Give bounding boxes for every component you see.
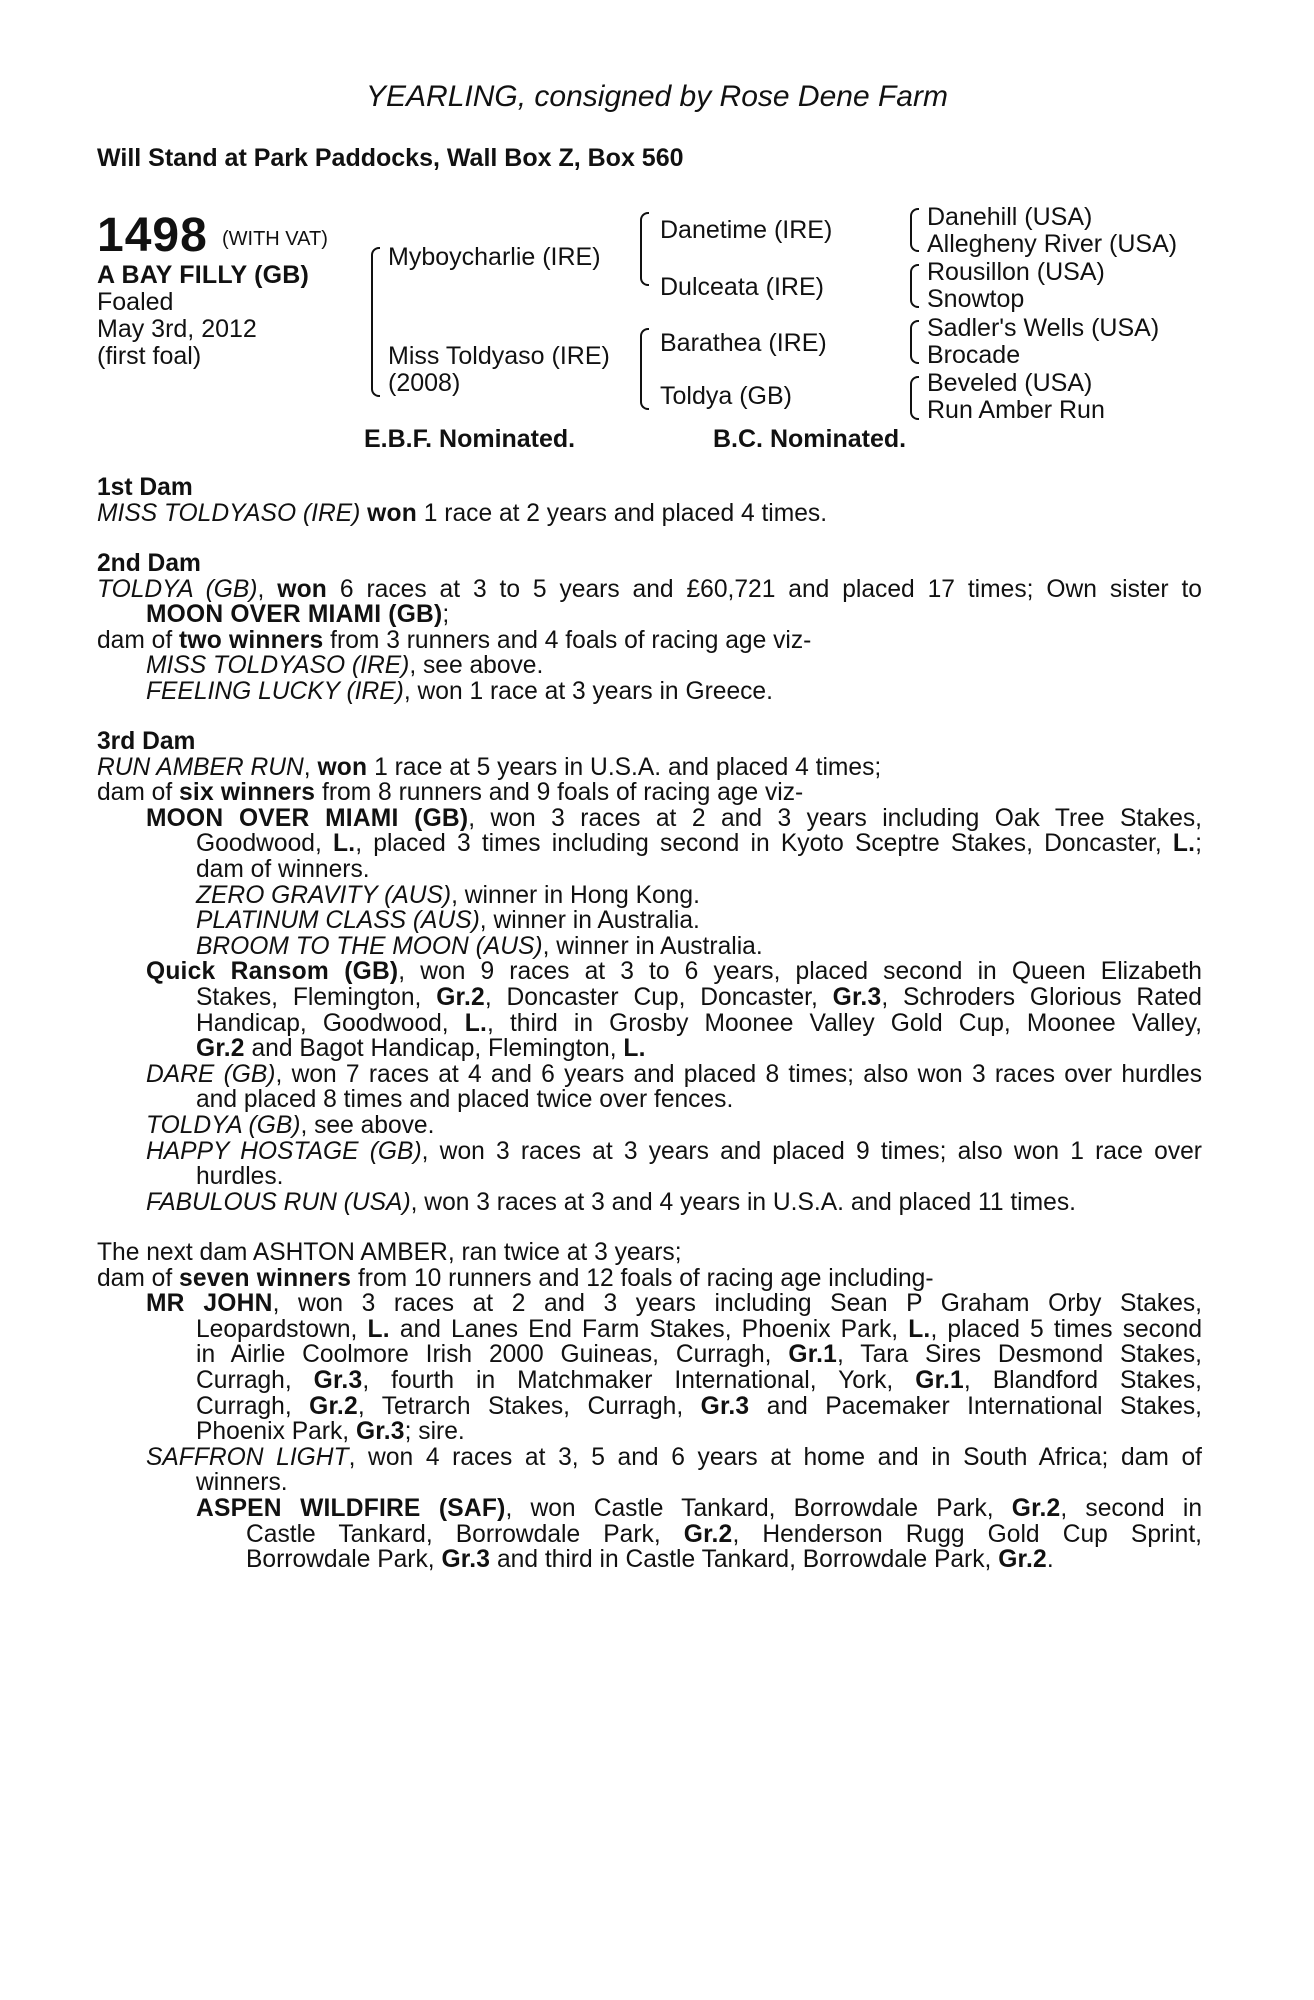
- produce-quick-ransom: [97, 959, 1202, 985]
- second-dam-heading: 2nd Dam: [97, 550, 201, 577]
- grade: Gr.1: [915, 1366, 964, 1394]
- produce-line: hurdles.: [196, 1163, 284, 1191]
- first-dam-section: [97, 475, 1202, 526]
- text: ; sire.: [404, 1418, 465, 1446]
- winners-count: six winners: [179, 779, 316, 807]
- text: and Lanes End Farm Stakes, Phoenix Park,: [389, 1315, 909, 1343]
- produce-name: TOLDYA (GB): [146, 1111, 301, 1139]
- produce-record: , winner in Australia.: [542, 932, 763, 960]
- produce-name: FABULOUS RUN (USA): [146, 1188, 411, 1216]
- won-label: won: [367, 499, 417, 527]
- text: Stakes, Flemington,: [196, 983, 437, 1011]
- produce-line: [97, 1419, 1202, 1445]
- produce-line: [97, 1317, 1202, 1343]
- produce-record: , won 3 races at 3 and 4 years in U.S.A. and placed 11 times.: [410, 1188, 1076, 1216]
- second-dam-line-1: [97, 577, 1202, 603]
- produce-name: DARE (GB): [146, 1060, 276, 1088]
- sep: ,: [303, 753, 318, 781]
- produce-record: , won 7 races at 4 and 6 years and placed 8 times; also won 3 races over hurdles: [275, 1060, 1203, 1088]
- third-dam-line-1: [97, 755, 1202, 781]
- produce-saffron-light: [97, 1445, 1202, 1471]
- page-title: YEARLING, consigned by Rose Dene Farm: [366, 80, 948, 113]
- text: , fourth in Matchmaker International, York,: [362, 1366, 916, 1394]
- brace-gen1: [371, 247, 380, 397]
- grade: L.: [908, 1315, 931, 1343]
- grade: Gr.3: [700, 1392, 750, 1420]
- grade: L.: [623, 1035, 646, 1063]
- produce-name: FEELING LUCKY (IRE): [146, 677, 404, 705]
- winners-count: two winners: [179, 626, 324, 654]
- brace-g3-4: [910, 376, 919, 420]
- produce-dare: [97, 1062, 1202, 1088]
- text: from 10 runners and 12 foals of racing age including-: [351, 1264, 934, 1292]
- brace-g3-1: [910, 208, 919, 252]
- text: ;: [1195, 830, 1203, 858]
- grade: L.: [333, 830, 356, 858]
- pedigree-dam: Miss Toldyaso (IRE): [388, 342, 610, 370]
- foaled-date: May 3rd, 2012: [97, 315, 257, 343]
- foal-note: (first foal): [97, 342, 202, 370]
- foaled-label: Foaled: [97, 288, 174, 316]
- winners-count: seven winners: [179, 1264, 352, 1292]
- grade: Gr.2: [436, 983, 485, 1011]
- text: Borrowdale Park,: [246, 1546, 442, 1574]
- grade: Gr.2: [1011, 1494, 1061, 1522]
- grade: Gr.2: [196, 1035, 245, 1063]
- produce-line: [97, 985, 1202, 1011]
- third-dam-section: [97, 729, 1202, 1215]
- produce-fabulous-run: [97, 1190, 1202, 1216]
- text: , Tara Sires Desmond Stakes,: [837, 1341, 1203, 1369]
- next-dam-line-2: [97, 1266, 1202, 1292]
- pedigree-sire: Myboycharlie (IRE): [388, 243, 601, 271]
- produce-record: , won 9 races at 3 to 6 years, placed second in Queen Elizabeth: [398, 958, 1202, 986]
- vat-note: (WITH VAT): [222, 228, 328, 250]
- produce-toldya: [97, 1113, 1202, 1139]
- won-label: won: [277, 575, 328, 603]
- grand-produce-aspen-wildfire: [97, 1496, 1202, 1522]
- text: dam of: [97, 626, 180, 654]
- first-dam-heading: 1st Dam: [97, 474, 193, 501]
- produce-line: [97, 831, 1202, 857]
- second-dam-produce-1: [97, 653, 1202, 679]
- text: Curragh,: [196, 1366, 314, 1394]
- produce-record: , won 3 races at 2 and 3 years including Sean P Graham Orby Stakes,: [272, 1290, 1202, 1318]
- produce-line: [97, 1394, 1202, 1420]
- pedigree-dam-year: (2008): [388, 369, 461, 397]
- third-dam-name: RUN AMBER RUN: [97, 753, 304, 781]
- brace-g3-3: [910, 320, 919, 364]
- brace-g3-2: [910, 264, 919, 308]
- grade: Gr.2: [683, 1520, 733, 1548]
- text: , Blandford Stakes,: [963, 1366, 1202, 1394]
- produce-line: [97, 1036, 1202, 1062]
- text: Phoenix Park,: [196, 1418, 356, 1446]
- produce-name: PLATINUM CLASS (AUS): [196, 907, 480, 935]
- sep: ,: [257, 575, 278, 603]
- grand-produce: [97, 934, 1202, 960]
- produce-line: [97, 1522, 1202, 1548]
- produce-line: [97, 1547, 1202, 1573]
- grand-produce: [97, 908, 1202, 934]
- grade: L.: [367, 1315, 390, 1343]
- pedigree-sire-sire: Danetime (IRE): [660, 216, 833, 244]
- produce-record: , winner in Australia.: [479, 907, 700, 935]
- second-dam-produce-2: [97, 679, 1202, 705]
- grade: Gr.2: [998, 1546, 1047, 1574]
- pedigree-sire-dam: Dulceata (IRE): [660, 273, 824, 301]
- text: and Bagot Handicap, Flemington,: [244, 1035, 624, 1063]
- text: , placed 3 times including second in Kyoto Sceptre Stakes, Doncaster,: [355, 830, 1173, 858]
- won-label: won: [317, 753, 368, 781]
- produce-record: , won 3 races at 2 and 3 years including Oak Tree Stakes,: [468, 804, 1203, 832]
- text: Goodwood,: [196, 830, 333, 858]
- text: dam of: [97, 1264, 180, 1292]
- lot-name: A BAY FILLY (GB): [97, 261, 310, 289]
- produce-name: MR JOHN: [146, 1290, 273, 1318]
- text: and third in Castle Tankard, Borrowdale Park,: [490, 1546, 999, 1574]
- text: , Schroders Glorious Rated: [881, 983, 1202, 1011]
- produce-record: , winner in Hong Kong.: [451, 881, 700, 909]
- produce-record: , see above.: [300, 1111, 435, 1139]
- produce-name: MOON OVER MIAMI (GB): [146, 804, 469, 832]
- produce-name: SAFFRON LIGHT: [146, 1443, 349, 1471]
- produce-name: BROOM TO THE MOON (AUS): [196, 932, 543, 960]
- pedigree-g3-5: Sadler's Wells (USA): [927, 314, 1160, 342]
- pedigree-g3-1: Danehill (USA): [927, 203, 1093, 231]
- grade: Gr.1: [788, 1341, 838, 1369]
- pedigree-dam-sire: Barathea (IRE): [660, 329, 827, 357]
- produce-line: and placed 8 times and placed twice over fences.: [196, 1086, 734, 1114]
- second-dam-section: [97, 551, 1202, 705]
- grade: Gr.2: [309, 1392, 358, 1420]
- text: , Doncaster Cup, Doncaster,: [484, 983, 833, 1011]
- grade: Gr.3: [355, 1418, 405, 1446]
- first-dam-name: MISS TOLDYASO (IRE): [97, 499, 361, 527]
- pedigree-dam-dam: Toldya (GB): [660, 382, 792, 410]
- produce-line: winners.: [196, 1469, 288, 1497]
- own-sister-to: MOON OVER MIAMI (GB): [146, 601, 443, 629]
- ebf-nominated: E.B.F. Nominated.: [364, 425, 576, 453]
- text: , third in Grosby Moonee Valley Gold Cup, Moonee Valley,: [487, 1009, 1203, 1037]
- produce-line: [97, 1342, 1202, 1368]
- next-dam-section: [97, 1240, 1202, 1573]
- produce-moon-over-miami: [97, 806, 1202, 832]
- third-dam-line-2: [97, 780, 1202, 806]
- next-dam-line-1: The next dam ASHTON AMBER, ran twice at 3 years;: [97, 1239, 682, 1266]
- text: Curragh,: [196, 1392, 310, 1420]
- grade: Gr.3: [441, 1546, 491, 1574]
- produce-mr-john: [97, 1291, 1202, 1317]
- pedigree-g3-8: Run Amber Run: [927, 396, 1105, 424]
- stand-location: Will Stand at Park Paddocks, Wall Box Z, Box 560: [97, 144, 684, 172]
- text: Castle Tankard, Borrowdale Park,: [246, 1520, 684, 1548]
- text: Leopardstown,: [196, 1315, 368, 1343]
- text: , second in: [1060, 1494, 1202, 1522]
- third-dam-heading: 3rd Dam: [97, 728, 196, 755]
- grade: Gr.3: [313, 1366, 363, 1394]
- produce-happy-hostage: [97, 1139, 1202, 1165]
- produce-record: , see above.: [409, 652, 544, 680]
- pedigree-g3-3: Rousillon (USA): [927, 258, 1105, 286]
- text: in Airlie Coolmore Irish 2000 Guineas, Curragh,: [196, 1341, 789, 1369]
- produce-line: dam of winners.: [196, 855, 370, 883]
- grade: L.: [464, 1009, 488, 1037]
- lot-number: 1498: [97, 209, 208, 262]
- produce-record: , won 4 races at 3, 5 and 6 years at home and in South Africa; dam of: [348, 1443, 1202, 1471]
- text: , Tetrarch Stakes, Curragh,: [357, 1392, 701, 1420]
- text: , Henderson Rugg Gold Cup Sprint,: [732, 1520, 1202, 1548]
- text: , won Castle Tankard, Borrowdale Park,: [505, 1494, 1012, 1522]
- text: dam of: [97, 779, 180, 807]
- produce-name: ZERO GRAVITY (AUS): [196, 881, 452, 909]
- produce-line: [97, 1011, 1202, 1037]
- produce-name: MISS TOLDYASO (IRE): [146, 652, 410, 680]
- brace-sire: [640, 212, 649, 286]
- brace-dam: [640, 328, 649, 410]
- text: and Pacemaker International Stakes,: [749, 1392, 1203, 1420]
- second-dam-line-3: [97, 628, 1202, 654]
- produce-name: HAPPY HOSTAGE (GB): [146, 1137, 422, 1165]
- text: from 3 runners and 4 foals of racing age viz-: [323, 626, 812, 654]
- first-dam-record: 1 race at 2 years and placed 4 times.: [416, 499, 828, 527]
- grade: L.: [1172, 830, 1196, 858]
- grade: Gr.3: [832, 983, 882, 1011]
- text: , placed 5 times second: [930, 1315, 1203, 1343]
- sep: ;: [442, 601, 450, 629]
- grand-produce: [97, 883, 1202, 909]
- text: .: [1046, 1546, 1054, 1574]
- first-dam-line: [97, 501, 1202, 527]
- produce-record: , won 1 race at 3 years in Greece.: [403, 677, 773, 705]
- pedigree-g3-7: Beveled (USA): [927, 369, 1093, 397]
- second-dam-line-2: [97, 602, 1202, 628]
- text: Handicap, Goodwood,: [196, 1009, 465, 1037]
- produce-name: Quick Ransom (GB): [146, 958, 399, 986]
- bc-nominated: B.C. Nominated.: [713, 425, 907, 453]
- second-dam-record: 6 races at 3 to 5 years and £60,721 and placed 17 times; Own sister to: [327, 575, 1202, 603]
- third-dam-record: 1 race at 5 years in U.S.A. and placed 4 times;: [367, 753, 882, 781]
- produce-line: [97, 1368, 1202, 1394]
- pedigree-g3-6: Brocade: [927, 341, 1021, 369]
- pedigree-g3-2: Allegheny River (USA): [927, 230, 1178, 258]
- produce-record: , won 3 races at 3 years and placed 9 times; also won 1 race over: [421, 1137, 1202, 1165]
- pedigree-g3-4: Snowtop: [927, 285, 1025, 313]
- second-dam-name: TOLDYA (GB): [97, 575, 258, 603]
- produce-name: ASPEN WILDFIRE (SAF): [196, 1494, 506, 1522]
- text: from 8 runners and 9 foals of racing age viz-: [315, 779, 804, 807]
